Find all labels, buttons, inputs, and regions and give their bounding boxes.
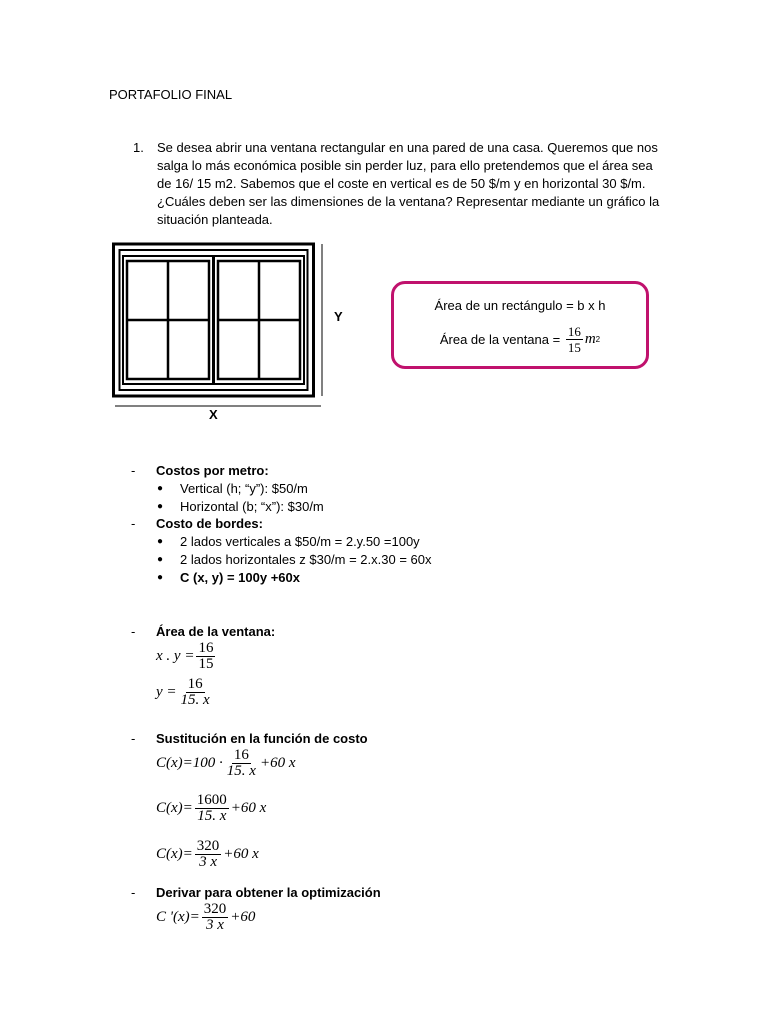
equation-y <box>156 677 214 708</box>
bullet-icon: ● <box>157 483 164 494</box>
eq5-den: 3 x <box>199 854 217 870</box>
costs-item-vertical: Vertical (h; “y”): $50/m <box>180 481 308 496</box>
eq4-fraction <box>195 793 229 824</box>
eq3-lhs: C(x)=100 · <box>156 755 223 771</box>
list-dash: - <box>131 885 136 900</box>
eq1-den: 15 <box>198 656 214 672</box>
question-line-4: ¿Cuáles deben ser las dimensiones de la ventana? Representar mediante un gráfico la <box>157 194 660 209</box>
window-area-prefix: Área de la ventana = <box>439 332 561 347</box>
eq6-rhs: +60 <box>230 909 256 925</box>
eq1-fraction <box>196 641 215 672</box>
fraction-numerator: 16 <box>567 324 581 339</box>
list-dash: - <box>131 463 136 478</box>
eq2-den: 15. x <box>180 692 210 708</box>
equation-area <box>156 641 217 672</box>
eq1-num: 16 <box>198 640 214 656</box>
unit-exponent: 2 <box>595 335 601 344</box>
eq2-lhs: y = <box>156 684 177 700</box>
substitution-heading: Sustitución en la función de costo <box>156 731 368 746</box>
eq4-rhs: +60 x <box>230 800 267 816</box>
area-heading: Área de la ventana: <box>156 624 276 639</box>
eq5-num: 320 <box>196 838 220 854</box>
eq3-rhs: +60 x <box>259 755 296 771</box>
eq5-fraction <box>195 839 222 870</box>
window-diagram <box>110 240 330 410</box>
formula-box <box>391 281 649 369</box>
list-dash: - <box>131 516 136 531</box>
eq3-num: 16 <box>233 747 249 763</box>
eq6-lhs: C '(x)= <box>156 909 200 925</box>
eq2-fraction <box>179 677 212 708</box>
equation-cost-1600 <box>156 793 266 824</box>
label-y: Y <box>334 309 343 324</box>
eq6-den: 3 x <box>206 917 224 933</box>
fraction-denominator: 15 <box>567 340 581 355</box>
eq6-fraction <box>202 902 229 933</box>
costs-item-horizontal: Horizontal (b; “x”): $30/m <box>180 499 324 514</box>
question-line-2: salga lo más económica posible sin perder luz, para ello pretendemos que el área sea <box>157 158 653 173</box>
cost-function: C (x, y) = 100y +60x <box>180 570 300 585</box>
eq3-den: 15. x <box>226 763 256 779</box>
eq5-rhs: +60 x <box>223 846 259 862</box>
eq2-num: 16 <box>187 676 203 692</box>
borders-heading: Costo de bordes: <box>156 516 263 531</box>
rectangle-area-formula: Área de un rectángulo = b x h <box>434 298 606 313</box>
equation-derivative <box>156 902 255 933</box>
eq6-num: 320 <box>203 901 227 917</box>
unit-symbol: m <box>584 331 596 347</box>
question-line-3: de 16/ 15 m2. Sabemos que el coste en vertical es de 50 $/m y en horizontal 30 $/m. <box>157 176 646 191</box>
eq4-lhs: C(x)= <box>156 800 193 816</box>
window-area-fraction <box>566 324 583 355</box>
bullet-icon: ● <box>157 572 164 583</box>
window-area-formula <box>394 324 646 355</box>
eq4-den: 15. x <box>197 808 227 824</box>
eq4-num: 1600 <box>196 792 227 808</box>
bullet-icon: ● <box>157 501 164 512</box>
eq3-fraction <box>225 748 258 779</box>
costs-heading: Costos por metro: <box>156 463 269 478</box>
list-dash: - <box>131 731 136 746</box>
borders-item-horizontal: 2 lados horizontales z $30/m = 2.x.30 = 60x <box>180 552 432 567</box>
bullet-icon: ● <box>157 554 164 565</box>
derive-heading: Derivar para obtener la optimización <box>156 885 381 900</box>
equation-cost-substituted <box>156 748 295 779</box>
question-line-1: Se desea abrir una ventana rectangular en una pared de una casa. Queremos que nos <box>157 140 658 155</box>
question-line-5: situación planteada. <box>157 212 273 227</box>
eq5-lhs: C(x)= <box>156 846 193 862</box>
list-dash: - <box>131 624 136 639</box>
borders-item-vertical: 2 lados verticales a $50/m = 2.y.50 =100y <box>180 534 420 549</box>
bullet-icon: ● <box>157 536 164 547</box>
eq1-lhs: x . y = <box>156 648 195 664</box>
question-number: 1. <box>133 140 144 155</box>
equation-cost-320 <box>156 839 259 870</box>
document-title: PORTAFOLIO FINAL <box>109 87 233 102</box>
label-x: X <box>209 407 218 422</box>
